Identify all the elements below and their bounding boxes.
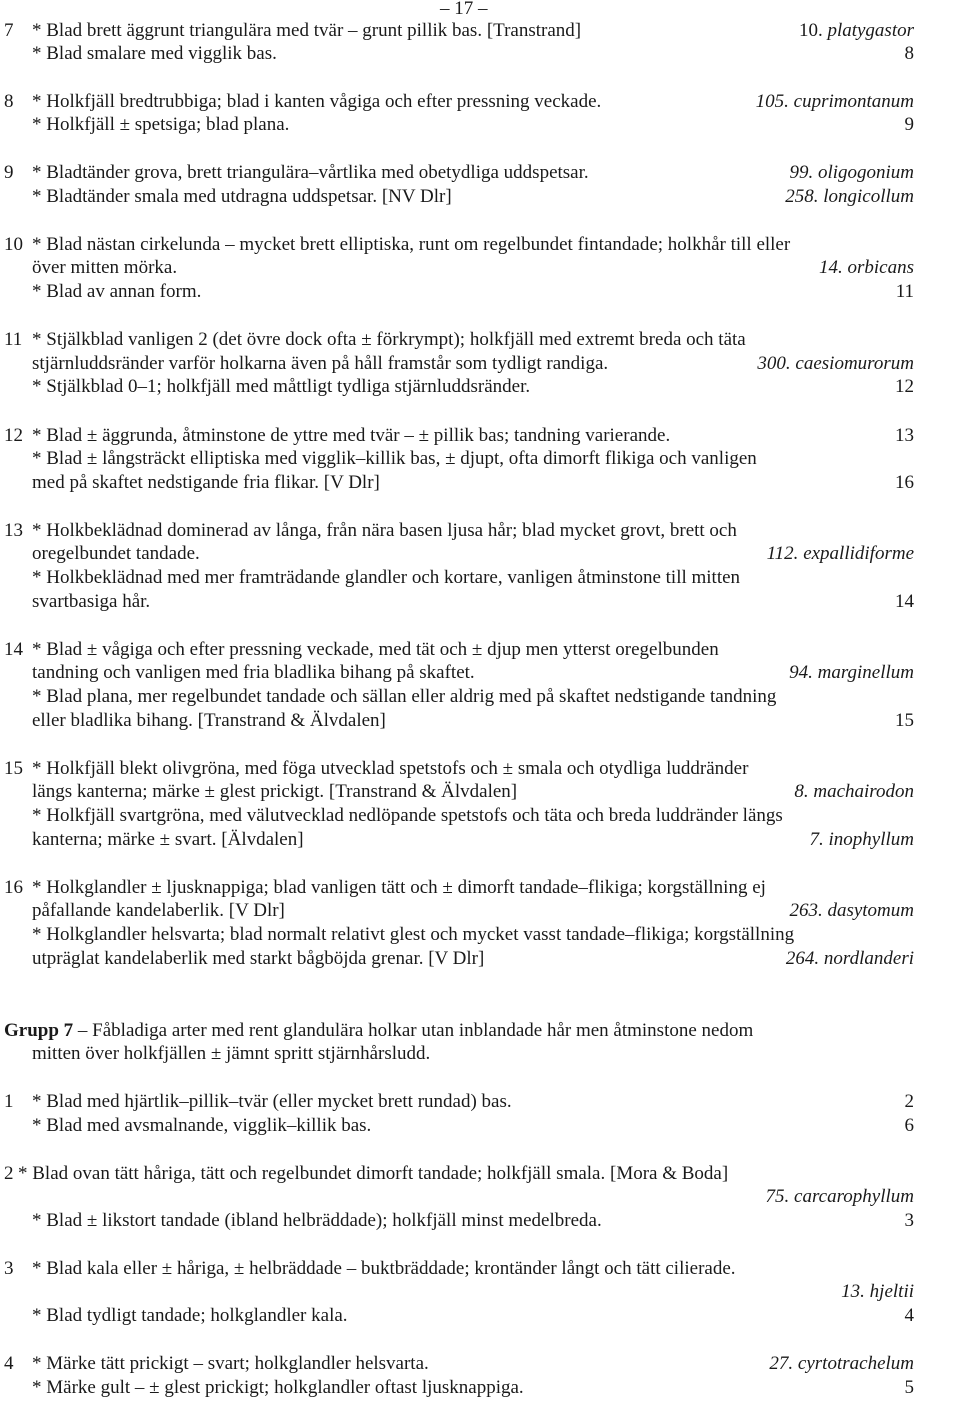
key-lead-b: * Blad plana, mer regelbundet tandade och sällan eller aldrig med på skaftet nedstigande tandning [32,686,777,707]
key-result-a [819,257,914,279]
key-result-b: 5 [904,1377,914,1398]
key-lead-b-cont: utpräglat kandelaberlik med starkt bågböjda grenar. [V Dlr] [32,948,485,969]
key-result-b: 9 [904,114,914,135]
key-lead-b: * Stjälkblad 0–1; holkfjäll med måttligt tydliga stjärnluddsränder. [32,376,531,397]
key-lead-b-cont: svartbasiga hår. [32,591,151,612]
species-name: nordlanderi [823,948,914,969]
species-name: caesiomurorum [795,353,914,374]
ref-number: 14. [819,257,843,278]
key-lead-b: * Blad ± likstort tandade (ibland helbräddade); holkfjäll minst medelbreda. [32,1210,602,1231]
key-result-a: 13 [895,425,914,446]
key-result-a [789,662,914,684]
key-lead-b: * Holkfjäll svartgröna, med välutvecklad nedlöpande spetstofs och täta och breda luddränder längs [32,805,783,826]
key-lead-a: * Holkglandler ± ljusknappiga; blad vanligen tätt och ± dimorft tandade–flikiga; korgställning ej [32,877,766,898]
key-result-b: 6 [904,1115,914,1136]
key-lead-b-cont: kanterna; märke ± svart. [Älvdalen] [32,829,304,850]
ref-number: 27. [769,1353,794,1374]
key-lead-a-cont: längs kanterna; märke ± glest prickigt. [Transtrand & Älvdalen] [32,781,518,802]
key-number: 8 [4,91,14,112]
ref-number: 300. [757,353,791,374]
key-lead-a: * Holkbeklädnad dominerad av långa, från nära basen ljusa hår; blad mycket grovt, brett och [32,520,737,541]
key-result-b: 4 [904,1305,914,1326]
key-lead-a-cont: påfallande kandelaberlik. [V Dlr] [32,900,285,921]
species-name: platygastor [827,20,914,41]
species-name: cuprimontanum [793,91,914,112]
key-result-b: 11 [895,281,914,302]
key-lead-b: * Bladtänder smala med utdragna uddspetsar. [NV Dlr] [32,186,452,207]
species-name: hjeltii [869,1281,914,1302]
ref-number: 10. [798,20,823,41]
species-name: longicollum [823,186,914,207]
key-lead-b: * Holkfjäll ± spetsiga; blad plana. [32,114,290,135]
key-result-a [789,162,914,184]
key-lead-a: * Blad ovan tätt håriga, tätt och regelbundet dimorft tandade; holkfjäll smala. [Mora & Boda] [18,1163,729,1184]
key-lead-b: * Blad tydligt tandade; holkglandler kala. [32,1305,348,1326]
key-number: 4 [4,1353,14,1374]
key-lead-a: * Blad med hjärtlik–pillik–tvär (eller mycket brett rundad) bas. [32,1091,512,1112]
key-lead-a: * Bladtänder grova, brett triangulära–vårtlika med obetydliga uddspetsar. [32,162,589,183]
ref-number: 13. [841,1281,865,1302]
key-lead-a: * Blad brett äggrunt triangulära med tvär – grunt pillik bas. [Transtrand] [32,20,582,41]
species-name: inophyllum [828,829,914,850]
key-number: 7 [4,20,14,41]
key-result-a [789,900,914,922]
key-lead-a: * Blad ± vågiga och efter pressning veckade, med tät och ± djup men ytterst oregelbunden [32,639,719,660]
key-lead-a: * Blad nästan cirkelunda – mycket brett elliptiska, runt om regelbundet fintandade; holkhår till eller [32,234,791,255]
species-name: marginellum [817,662,914,683]
key-number: 15 [4,758,23,779]
key-result-a [757,353,914,375]
ref-number: 99. [789,162,814,183]
key-lead-b: * Holkglandler helsvarta; blad normalt relativt glest och mycket vasst tandade–flikiga; korgställning [32,924,795,945]
key-number: 16 [4,877,23,898]
key-lead-b: * Märke gult – ± glest prickigt; holkglandler oftast ljusknappiga. [32,1377,524,1398]
key-lead-b: * Holkbeklädnad med mer framträdande glandler och kortare, vanligen åtminstone till mitten [32,567,741,588]
key-result-a [767,543,914,565]
key-lead-a-cont: över mitten mörka. [32,257,178,278]
key-lead-a: * Märke tätt prickigt – svart; holkglandler helsvarta. [32,1353,429,1374]
species-name: carcarophyllum [794,1186,914,1207]
key-result-b: 14 [895,591,914,612]
key-number: 14 [4,639,23,660]
group-description: – Fåbladiga arter med rent glandulära holkar utan inblandade hår men åtminstone nedom [73,1020,754,1041]
key-result-a [769,1353,914,1375]
key-lead-b: * Blad ± långsträckt elliptiska med vigglik–killik bas, ± djupt, ofta dimorft flikiga och vanligen [32,448,757,469]
key-lead-b-cont: med på skaftet nedstigande fria flikar. [V Dlr] [32,472,380,493]
key-number: 13 [4,520,23,541]
ref-number: 112. [766,543,799,564]
ref-number: 105. [755,91,789,112]
ref-number: 263. [789,900,823,921]
species-name: cyrtotrachelum [797,1353,914,1374]
key-result-a: 2 [904,1091,914,1112]
key-lead-a-cont: oregelbundet tandade. [32,543,200,564]
key-result-b: 3 [904,1210,914,1231]
key-result-b: 12 [895,376,914,397]
key-result-b: 8 [904,43,914,64]
key-lead-a: * Blad kala eller ± håriga, ± helbräddade – buktbräddade; krontänder långt och tätt cilierade. [32,1258,736,1279]
species-name: oligogonium [817,162,914,183]
ref-number: 94. [789,662,813,683]
key-number: 3 [4,1258,14,1279]
species-name: orbicans [847,257,914,278]
key-result-a [799,20,914,42]
group-heading [4,1020,753,1042]
key-number: 1 [4,1091,14,1112]
key-result-a [841,1281,914,1303]
key-result-b: 15 [895,710,914,731]
key-result-b [785,186,914,208]
key-result-b [786,948,914,970]
key-result-a [766,1186,914,1208]
key-lead-a-cont: stjärnluddsränder varför holkarna även på håll framstår som tydligt randiga. [32,353,609,374]
key-result-b [810,829,915,851]
ref-number: 8. [794,781,809,802]
key-result-b: 16 [895,472,914,493]
key-lead-b: * Blad med avsmalnande, vigglik–killik bas. [32,1115,372,1136]
key-result-a [794,781,914,803]
group-title: Grupp 7 [4,1020,74,1041]
key-number: 12 [4,425,23,446]
key-number: 9 [4,162,14,183]
ref-number: 264. [785,948,820,969]
key-result-a [756,91,914,113]
key-lead-a-cont: tandning och vanligen med fria bladlika bihang på skaftet. [32,662,475,683]
page-number: – 17 – [440,0,488,19]
key-lead-b: * Blad av annan form. [32,281,202,302]
key-number: 2 [4,1163,14,1184]
species-name: dasytomum [827,900,914,921]
key-lead-a: * Holkfjäll blekt olivgröna, med föga utvecklad spetstofs och ± smala och otydliga luddränder [32,758,749,779]
species-name: machairodon [813,781,914,802]
key-lead-a: * Stjälkblad vanligen 2 (det övre dock ofta ± förkrympt); holkfjäll med extremt breda och täta [32,329,746,350]
group-description-cont: mitten över holkfjällen ± jämnt spritt stjärnhårsludd. [32,1043,431,1064]
ref-number: 258. [785,186,819,207]
key-lead-b-cont: eller bladlika bihang. [Transtrand & Älvdalen] [32,710,386,731]
key-number: 10 [4,234,23,255]
key-lead-b: * Blad smalare med vigglik bas. [32,43,277,64]
ref-number: 7. [809,829,824,850]
key-lead-a: * Blad ± äggrunda, åtminstone de yttre med tvär – ± pillik bas; tandning varierande. [32,425,671,446]
key-number: 11 [4,329,23,350]
species-name: expallidiforme [803,543,914,564]
ref-number: 75. [765,1186,790,1207]
key-lead-a: * Holkfjäll bredtrubbiga; blad i kanten vågiga och efter pressning veckade. [32,91,602,112]
